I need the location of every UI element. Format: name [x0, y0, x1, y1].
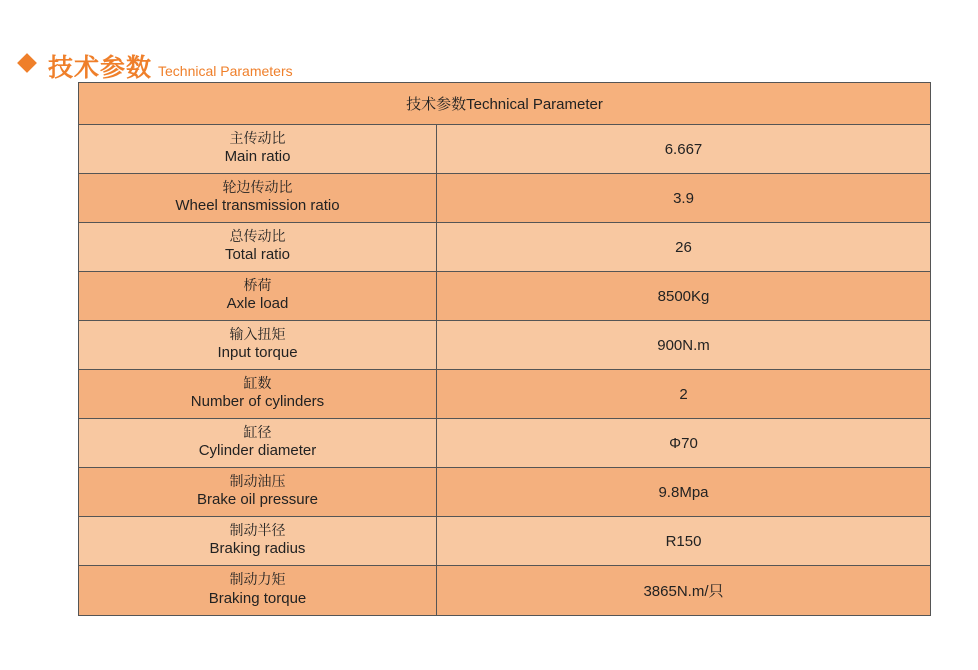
parameter-name-cell [79, 174, 437, 222]
parameter-name-english: Main ratio [224, 148, 291, 166]
parameter-name-english: Input torque [217, 344, 298, 362]
parameter-name-english: Axle load [226, 295, 289, 313]
parameter-value: 26 [675, 238, 692, 256]
parameter-name-cell [79, 125, 437, 173]
technical-parameters-table [78, 82, 931, 616]
parameter-value: 2 [679, 385, 688, 403]
table-row-cylinder-diameter [79, 419, 930, 468]
parameter-value: R150 [665, 532, 702, 550]
table-row-input-torque [79, 321, 930, 370]
table-title: 技术参数Technical Parameter [79, 83, 930, 125]
parameter-value: 9.8Mpa [658, 483, 709, 501]
parameter-name-chinese: 制动油压 [229, 473, 286, 490]
parameter-value: 3.9 [673, 189, 694, 207]
parameter-name-english: Braking torque [208, 589, 307, 607]
parameter-name-cell [79, 468, 437, 516]
table-row-braking-torque [79, 566, 930, 615]
parameter-name-chinese: 轮边传动比 [222, 179, 293, 196]
parameter-name-cell [79, 517, 437, 565]
parameter-name-english: Brake oil pressure [197, 491, 318, 509]
section-title-chinese: 技术参数 [48, 53, 153, 82]
parameter-name-cell [79, 321, 437, 369]
parameter-value: Φ70 [669, 434, 698, 452]
table-row-braking-radius [79, 517, 930, 566]
parameter-name-cell [79, 370, 437, 418]
parameter-name-english: Wheel transmission ratio [175, 197, 340, 215]
parameter-name-chinese: 桥荷 [243, 277, 272, 294]
table-row-number-of-cylinders [79, 370, 930, 419]
parameter-name-cell [79, 419, 437, 467]
section-heading [16, 40, 293, 80]
parameter-name-chinese: 主传动比 [229, 130, 286, 147]
parameter-name-chinese: 总传动比 [229, 228, 286, 245]
parameter-name-chinese: 输入扭矩 [229, 326, 286, 343]
parameter-name-chinese: 缸径 [243, 424, 272, 441]
parameter-name-cell [79, 566, 437, 615]
parameter-name-cell [79, 272, 437, 320]
parameter-name-english: Braking radius [209, 540, 306, 558]
section-title-english: Technical Parameters [158, 63, 293, 79]
parameter-value: 8500Kg [657, 287, 710, 305]
parameter-name-chinese: 缸数 [243, 375, 272, 392]
parameter-rows [79, 125, 930, 615]
table-row-total-ratio [79, 223, 930, 272]
parameter-name-chinese: 制动半径 [229, 522, 286, 539]
parameter-value: 900N.m [657, 336, 710, 354]
parameter-value: 6.667 [664, 140, 703, 158]
table-row-axle-load [79, 272, 930, 321]
parameter-name-cell [79, 223, 437, 271]
parameter-value: 3865N.m/只 [643, 583, 724, 600]
parameter-name-english: Total ratio [224, 246, 291, 264]
parameter-name-english: Number of cylinders [190, 393, 325, 411]
diamond-icon [17, 53, 37, 73]
parameter-name-english: Cylinder diameter [198, 442, 317, 460]
table-row-brake-oil-pressure [79, 468, 930, 517]
parameter-name-chinese: 制动力矩 [229, 572, 286, 589]
table-row-main-ratio [79, 125, 930, 174]
table-row-wheel-transmission-ratio [79, 174, 930, 223]
